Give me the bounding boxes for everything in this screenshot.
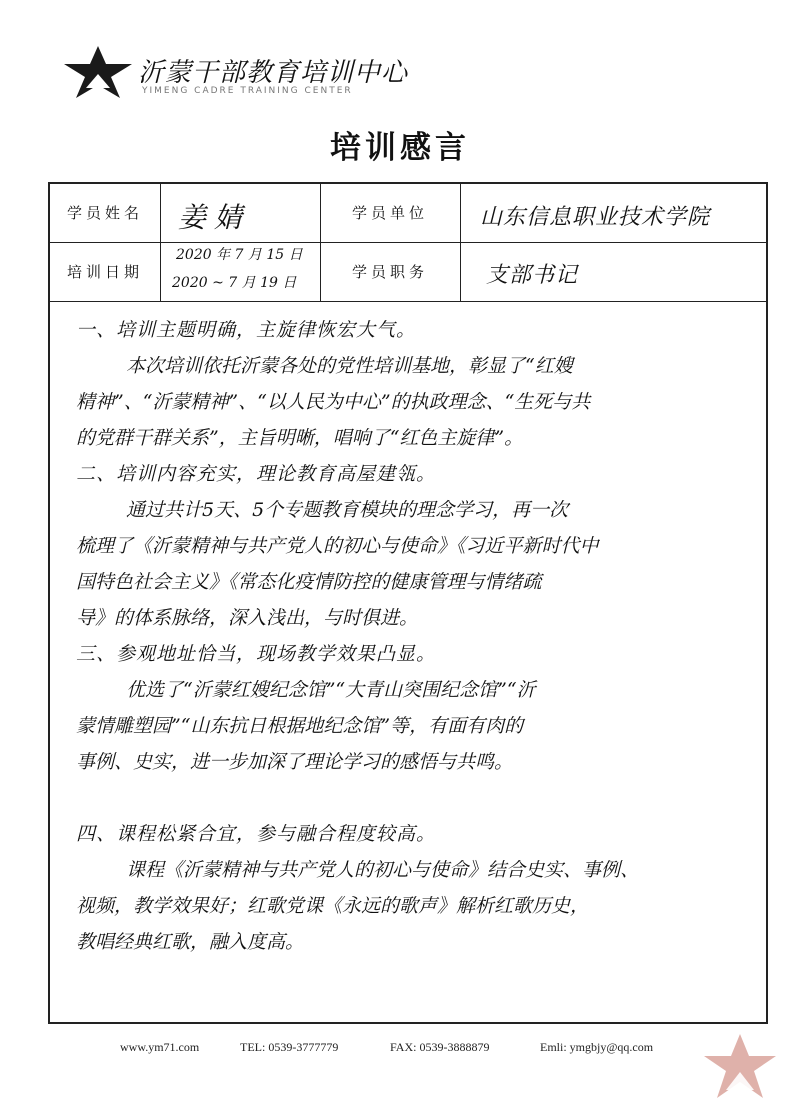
section-heading: 三、参观地址恰当，现场教学效果凸显。 xyxy=(76,643,437,665)
unit-label: 学员单位 xyxy=(351,204,428,222)
training-date-end: 2020 ~ 7 月 19 日 xyxy=(172,275,297,291)
section-heading: 四、课程松紧合宜，参与融合程度较高。 xyxy=(76,823,437,845)
training-date-start: 2020 年 7 月 15 日 xyxy=(176,247,303,263)
trainee-unit: 山东信息职业技术学院 xyxy=(480,205,711,230)
body-line: 本次培训依托沂蒙各处的党性培训基地，彰显了“红嫂 xyxy=(126,355,573,377)
body-line: 导》的体系脉络，深入浅出，与时俱进。 xyxy=(76,607,419,629)
org-name-english: YIMENG CADRE TRAINING CENTER xyxy=(142,86,353,96)
body-line: 教唱经典红歌，融入度高。 xyxy=(76,931,305,953)
reflection-form xyxy=(48,182,768,1024)
position-label: 学员职务 xyxy=(351,263,428,281)
body-line: 精神”、“沂蒙精神”、“以人民为中心”的执政理念、“生死与共 xyxy=(76,391,591,413)
blank-line xyxy=(76,780,744,816)
footer-website: www.ym71.com xyxy=(120,1040,200,1054)
body-line: 国特色社会主义》《常态化疫情防控的健康管理与情绪疏 xyxy=(76,571,542,593)
section-heading: 二、培训内容充实，理论教育高屋建瓴。 xyxy=(76,463,437,485)
reflection-body xyxy=(76,312,744,960)
body-line: 蒙情雕塑园”“山东抗日根据地纪念馆”等，有面有肉的 xyxy=(76,715,524,737)
body-line: 优选了“沂蒙红嫂纪念馆”“大青山突围纪念馆”“沂 xyxy=(126,679,536,701)
footer-tel: TEL: 0539-3777779 xyxy=(240,1040,339,1054)
trainee-position: 支部书记 xyxy=(486,263,579,288)
star-logo-icon xyxy=(62,44,134,100)
trainee-name: 姜婧 xyxy=(178,201,251,234)
column-divider xyxy=(460,184,461,302)
body-line: 视频，教学效果好；红歌党课《永远的歌声》解析红歌历史， xyxy=(76,895,590,917)
date-label: 培训日期 xyxy=(66,263,143,281)
section-heading: 一、培训主题明确，主旋律恢宏大气。 xyxy=(76,319,417,341)
row-divider xyxy=(50,242,766,243)
body-line: 事例、史实，进一步加深了理论学习的感悟与共鸣。 xyxy=(76,751,514,773)
page-title: 培训感言 xyxy=(330,130,470,166)
body-line: 课程《沂蒙精神与共产党人的初心与使命》结合史实、事例、 xyxy=(126,859,640,881)
body-line: 的党群干群关系”，主旨明晰，唱响了“红色主旋律”。 xyxy=(76,427,524,449)
org-name: 沂蒙干部教育培训中心 xyxy=(138,58,409,88)
body-line: 梳理了《沂蒙精神与共产党人的初心与使命》《习近平新时代中 xyxy=(76,535,599,557)
footer-email: Emli: ymgbjy@qq.com xyxy=(540,1040,654,1054)
column-divider xyxy=(160,184,161,302)
name-label: 学员姓名 xyxy=(66,204,143,222)
row-divider xyxy=(50,301,766,302)
red-star-watermark-icon xyxy=(700,1030,780,1102)
body-line: 通过共计5天、5个专题教育模块的理念学习，再一次 xyxy=(126,499,569,521)
footer-fax: FAX: 0539-3888879 xyxy=(390,1040,490,1054)
